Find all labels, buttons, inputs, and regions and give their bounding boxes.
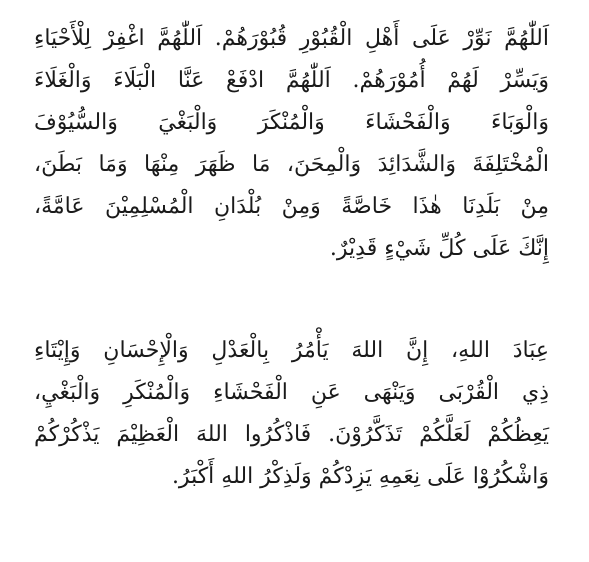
text-line: وَالْوَبَاءَ وَالْفَحْشَاءَ وَالْمُنْكَرَ وَالْبَغْيَ وَالسُّيُوْفَ [34, 110, 549, 135]
text-line: إِنَّكَ عَلَى كُلِّ شَيْءٍ قَدِيْرٌ. [329, 236, 549, 261]
text-line: وَيَسِّرْ لَهُمْ أُمُوْرَهُمْ. اَللّٰهُمَّ ادْفَعْ عَنَّا الْبَلَاءَ وَالْغَلَاءَ [34, 68, 549, 93]
text-line: وَاشْكُرُوْا عَلَى نِعَمِهِ يَزِدْكُمْ وَلَذِكْرُ اللهِ أَكْبَرُ. [171, 464, 549, 489]
text-line: الْمُخْتَلِفَةَ وَالشَّدَائِدَ وَالْمِحَنَ، مَا ظَهَرَ مِنْهَا وَمَا بَطَنَ، [34, 152, 549, 177]
text-line: عِبَادَ اللهِ، إِنَّ اللهَ يَأْمُرُ بِالْعَدْلِ وَالْإِحْسَانِ وَإِيْتَاءِ [34, 338, 549, 363]
text-line: ذِي الْقُرْبَى وَيَنْهَى عَنِ الْفَحْشَاءِ وَالْمُنْكَرِ وَالْبَغْيِ، [34, 380, 549, 405]
closing-paragraph [34, 330, 549, 498]
prayer-paragraph [34, 18, 549, 270]
text-line: مِنْ بَلَدِنَا هٰذَا خَاصَّةً وَمِنْ بُلْدَانِ الْمُسْلِمِيْنَ عَامَّةً، [34, 194, 549, 219]
text-line: يَعِظُكُمْ لَعَلَّكُمْ تَذَكَّرُوْنَ. فَاذْكُرُوا اللهَ الْعَظِيْمَ يَذْكُرْكُمْ [34, 422, 549, 447]
text-line: اَللّٰهُمَّ نَوِّرْ عَلَى أَهْلِ الْقُبُوْرِ قُبُوْرَهُمْ. اَللّٰهُمَّ اغْفِرْ لِلْأَحْيَاءِ [34, 26, 549, 51]
